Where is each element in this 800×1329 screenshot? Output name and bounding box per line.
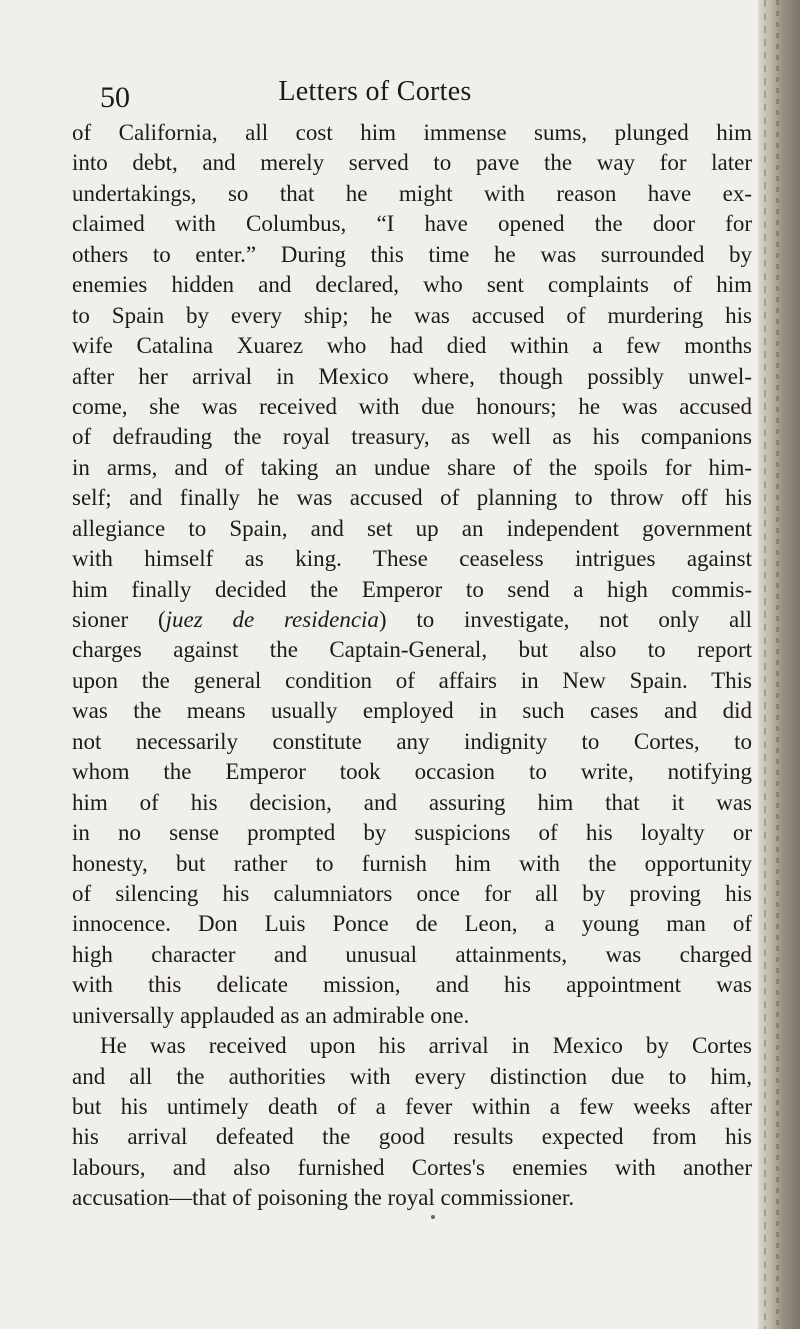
text-line: honesty, but rather to furnish him with the opportunity [72,850,752,876]
text-line: wife Catalina Xuarez who had died within a few months [72,333,752,359]
text-line: of defrauding the royal treasury, as well as his companions [72,424,752,450]
text-line: but his untimely death of a fever within a few weeks after [72,1094,752,1119]
text-line: with this delicate mission, and his appointment was [72,972,752,998]
text-line: come, she was received with due honours; he was accused [72,393,752,419]
text-line: of silencing his calumniators once for all by proving his [72,880,752,906]
text-line: allegiance to Spain, and set up an independent government [72,515,752,541]
text-line: universally applauded as an admirable one. [72,1002,470,1028]
text-line: upon the general condition of affairs in New Spain. This [72,667,752,693]
text-segment: ) to investigate, not only all [378,607,752,632]
text-line: others to enter.” During this time he was surrounded by [72,241,752,267]
text-line: enemies hidden and declared, who sent complaints of him [72,272,752,298]
text-line: self; and finally he was accused of planning to throw off his [72,485,752,511]
text-line: his arrival defeated the good results expected from his [72,1124,752,1150]
text-line: of California, all cost him immense sums, plunged him [72,120,752,145]
text-line: high character and unusual attainments, was charged [72,941,752,967]
text-line [72,605,752,635]
text-line: was the means usually employed in such cases and did [72,698,752,724]
running-head: Letters of Cortes [278,76,472,107]
page-number: 50 [100,81,130,114]
text-segment: sioner ( [72,607,166,632]
text-line: He was received upon his arrival in Mexico by Cortes [100,1033,752,1059]
text-line: after her arrival in Mexico where, though possibly unwel- [72,363,752,389]
text-line: accusation—that of poisoning the royal commissioner. [72,1185,575,1211]
italic-term: juez de residencia [165,607,379,632]
text-line: to Spain by every ship; he was accused of murdering his [72,302,752,328]
text-line: with himself as king. These ceaseless intrigues against [72,546,752,572]
text-line: labours, and also furnished Cortes's enemies with another [72,1154,752,1180]
print-speck [431,1215,435,1219]
page-edge-shadow [758,0,800,1329]
text-line: in no sense prompted by suspicions of his loyalty or [72,820,752,846]
text-line: him finally decided the Emperor to send a high commis- [72,576,752,602]
text-line: undertakings, so that he might with reason have ex- [72,180,752,206]
text-line: charges against the Captain-General, but also to report [72,637,752,663]
body-text [72,118,752,1214]
text-line: not necessarily constitute any indignity to Cortes, to [72,728,752,754]
text-line: innocence. Don Luis Ponce de Leon, a young man of [72,911,752,937]
text-line: in arms, and of taking an undue share of the spoils for him- [72,454,752,480]
text-line: claimed with Columbus, “I have opened the door for [72,211,752,237]
text-line: whom the Emperor took occasion to write, notifying [72,759,752,785]
text-line: into debt, and merely served to pave the way for later [72,150,752,176]
text-line: and all the authorities with every distinction due to him, [72,1063,752,1089]
text-line: him of his decision, and assuring him that it was [72,789,752,815]
